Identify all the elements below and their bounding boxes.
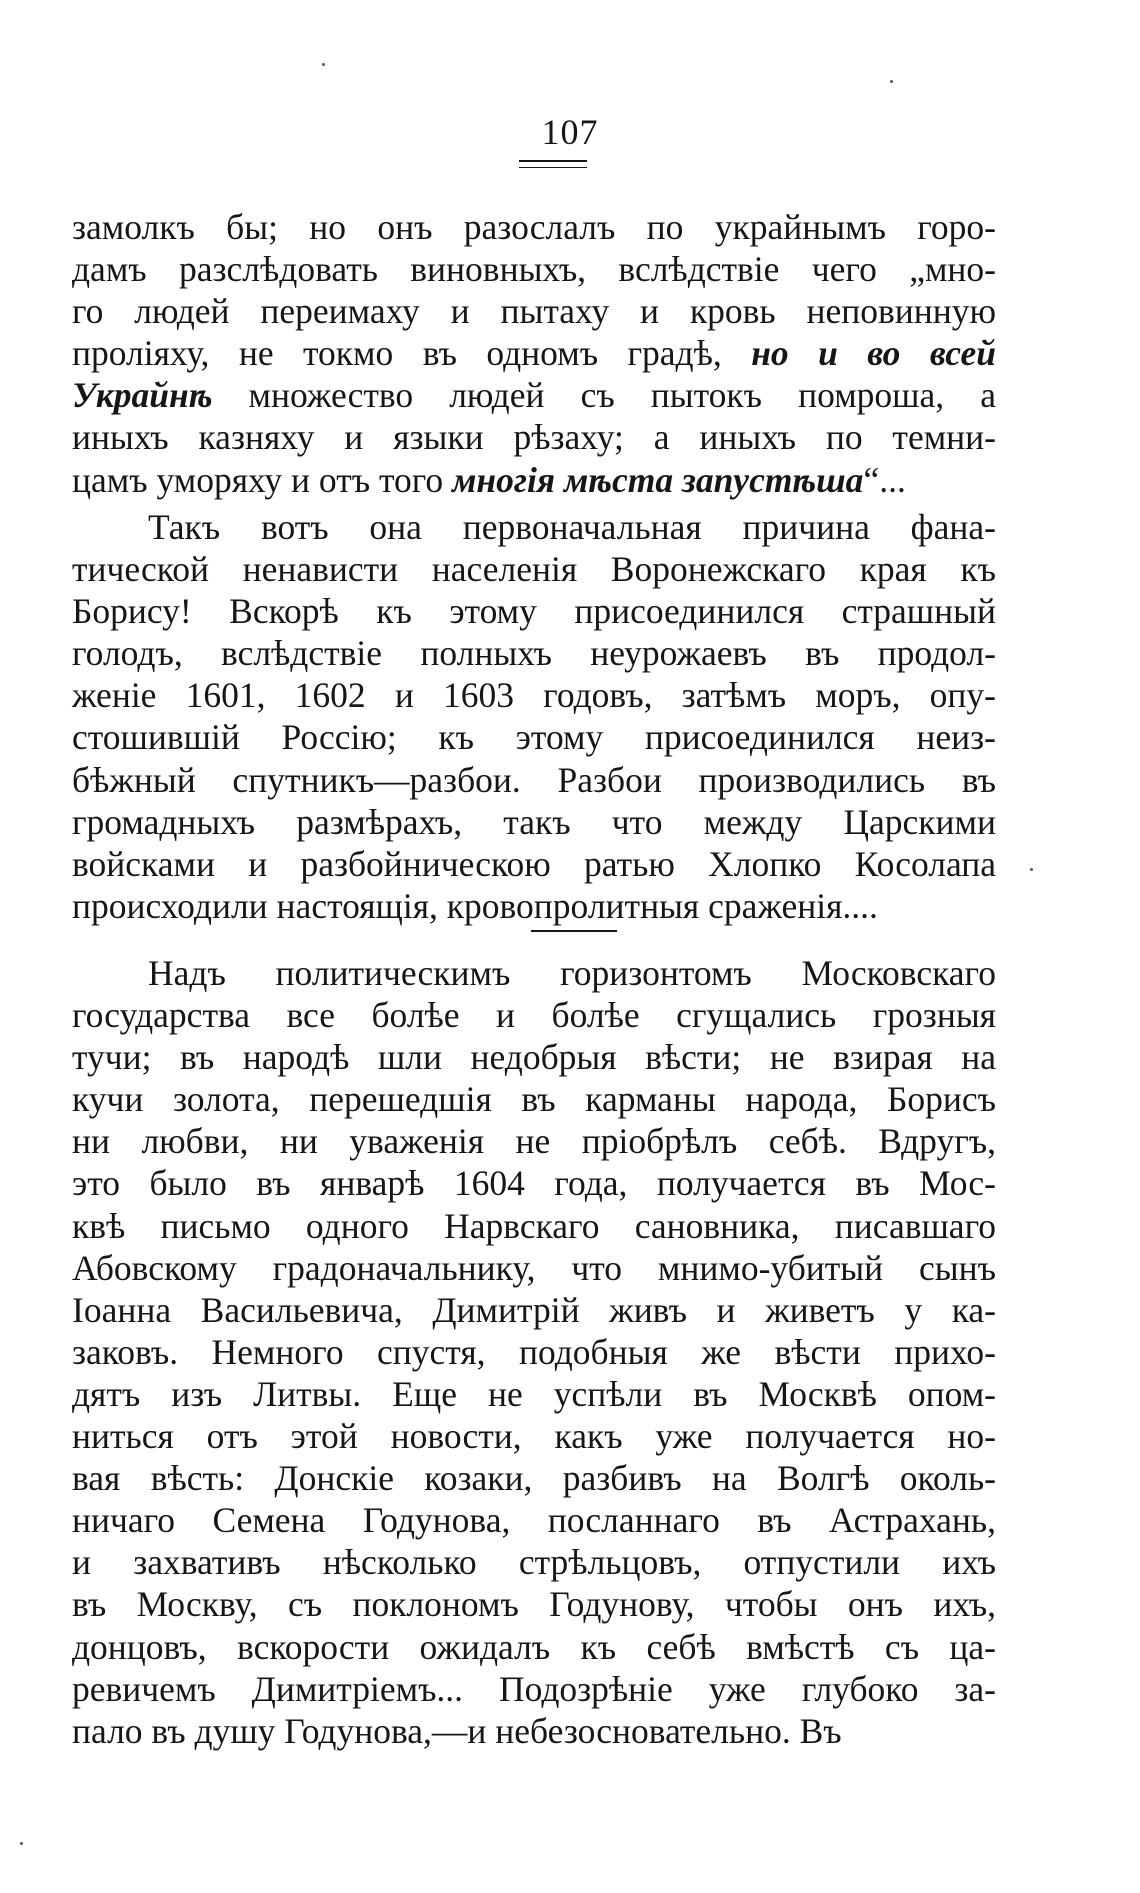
text-segment: тучи; въ народѣ шли недобрыя вѣсти; не взирая на [72,1037,996,1078]
page-number: 107 [541,112,599,152]
text-segment: квѣ письмо одного Нарвскаго сановника, писавшаго [72,1205,996,1246]
text-segment: иныхъ казняху и языки рѣзаху; а иныхъ по темни- [72,417,996,458]
text-segment: государства все болѣе и болѣе сгущались грозныя [72,995,996,1036]
text-line [72,885,996,927]
text-segment: заковъ. Немного спустя, подобныя же вѣсти прихо- [72,1331,996,1372]
paragraph-3 [72,952,996,1752]
text-segment: тической ненависти населенія Воронежскаго края къ [72,549,996,590]
scan-speck [322,63,325,66]
text-segment: дятъ изъ Литвы. Еще не успѣли въ Москвѣ опом- [72,1373,996,1414]
text-line [72,1457,996,1499]
text-line [72,290,996,332]
text-line [72,1373,996,1415]
text-line [72,1036,996,1078]
text-line [72,548,996,590]
text-segment: ни любви, ни уваженія не пріобрѣлъ себѣ. Вдругъ, [72,1121,996,1162]
text-segment: вая вѣсть: Донскіе козаки, разбивъ на Волгѣ околь- [72,1458,996,1499]
text-line [72,206,996,248]
text-segment: донцовъ, вскорости ожидалъ къ себѣ вмѣстѣ съ ца- [72,1626,996,1667]
text-segment: замолкъ бы; но онъ разослалъ по украйнымъ горо- [72,207,996,247]
text-line [72,801,996,843]
text-segment: пало въ душу Годунова,—и небезосновательно. Въ [72,1710,842,1751]
text-line [72,994,996,1036]
text-line [72,416,996,458]
scan-speck [890,80,893,83]
text-line [72,632,996,674]
text-segment: дамъ разслѣдовать виновныхъ, вслѣдствіе чего „мно- [72,249,996,290]
text-line [72,1626,996,1668]
text-segment: Абовскому градоначальнику, что мнимо-убитый сынъ [72,1247,996,1288]
text-line [72,1583,996,1625]
text-segment: и захвативъ нѣсколько стрѣльцовъ, отпустили ихъ [72,1542,996,1583]
text-line [72,374,996,416]
text-segment: ничаго Семена Годунова, посланнаго въ Астрахань, [72,1500,996,1541]
text-segment: проліяху, не токмо въ одномъ градѣ, [72,333,752,374]
text-line [72,1668,996,1710]
text-segment: Такъ вотъ она первоначальная причина фана- [148,507,996,547]
scan-speck [1030,868,1033,871]
italic-text: многія мѣста запустѣша [452,459,864,500]
text-line [72,1120,996,1162]
paragraph-2 [72,506,996,927]
text-line [72,1289,996,1331]
text-segment: кучи золота, перешедшія въ карманы народа, Борисъ [72,1079,996,1120]
text-segment: бѣжный спутникъ—разбои. Разбои производились въ [72,759,996,800]
text-line [72,506,996,548]
text-line [72,1078,996,1120]
text-line [72,1247,996,1289]
text-segment: цамъ уморяху и отъ того [72,459,453,500]
italic-text: Украйнѣ [72,375,213,416]
text-line [72,590,996,632]
text-segment: го людей переимаху и пытаху и кровь неповинную [72,291,996,332]
text-segment: “... [863,459,906,500]
text-segment: громадныхъ размѣрахъ, такъ что между Царскими [72,801,996,842]
text-line [72,1331,996,1373]
paragraph-1 [72,206,996,501]
text-line [72,1205,996,1247]
text-segment: стошившій Россію; къ этому присоединился неиз- [72,717,996,758]
italic-text: но и во всей [751,333,996,374]
text-line [72,1499,996,1541]
text-segment: Іоанна Васильевича, Димитрій живъ и живетъ у ка- [72,1289,996,1330]
text-line [72,674,996,716]
text-segment: въ Москву, съ поклономъ Годунову, чтобы онъ ихъ, [72,1584,996,1625]
text-line [72,843,996,885]
text-segment: Борису! Вскорѣ къ этому присоединился страшный [72,591,996,632]
text-segment: Надъ политическимъ горизонтомъ Московскаго [148,953,996,993]
text-segment: ниться отъ этой новости, какъ уже получается но- [72,1416,996,1457]
text-line [72,716,996,758]
text-line [72,1710,996,1752]
text-segment: войсками и разбойническою ратью Хлопко Косолапа [72,843,996,884]
section-divider [531,930,617,932]
text-line [72,952,996,994]
text-line [72,459,996,501]
text-segment: множество людей съ пытокъ помроша, а [212,375,996,416]
text-line [72,1415,996,1457]
text-line [72,1162,996,1204]
text-segment: ревичемъ Димитріемъ... Подозрѣніе уже глубоко за- [72,1668,996,1709]
text-segment: происходили настоящія, кровопролитныя сраженія.... [72,885,878,926]
text-segment: голодъ, вслѣдствіе полныхъ неурожаевъ въ продол- [72,633,996,674]
text-line [72,248,996,290]
scan-speck [20,1842,23,1845]
text-segment: это было въ январѣ 1604 года, получается въ Мос- [72,1163,996,1204]
text-line [72,1541,996,1583]
text-segment: женіе 1601, 1602 и 1603 годовъ, затѣмъ моръ, опу- [72,675,996,716]
text-line [72,759,996,801]
page-number-rule [519,160,587,168]
text-line [72,332,996,374]
